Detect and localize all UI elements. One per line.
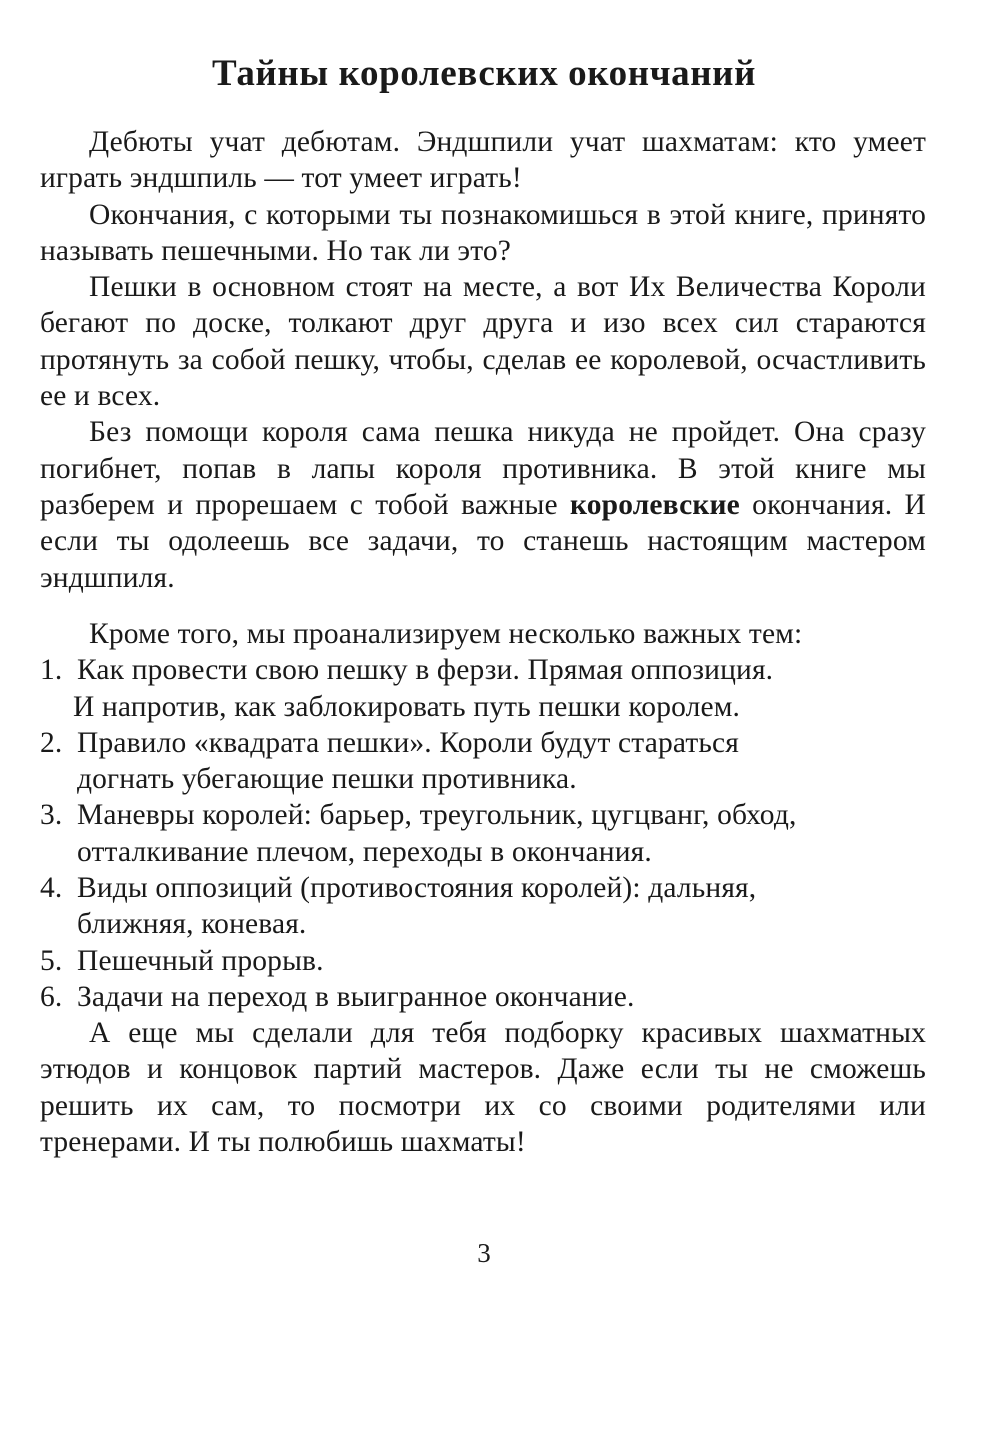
intro-paragraph-1: Дебюты учат дебютам. Эндшпили учат шахматам: кто умеет играть эндшпиль — тот умеет играть! — [40, 126, 926, 195]
list-item-number: 6. — [40, 980, 63, 1013]
intro-paragraph-4 — [40, 414, 926, 595]
topics-list — [40, 652, 926, 1015]
list-item — [40, 979, 926, 1015]
list-item-number: 3. — [40, 799, 63, 832]
bold-term: королевские — [570, 488, 740, 521]
list-item — [40, 652, 926, 725]
list-item-text: Маневры королей: барьер, треугольник, цугцванг, обход, отталкивание плечом, переходы в окончания. — [77, 799, 797, 868]
closing-section — [40, 1015, 926, 1160]
list-item-text: Правило «квадрата пешки». Короли будут стараться догнать убегающие пешки противника. — [77, 726, 739, 796]
intro-paragraph-3: Пешки в основном стоят на месте, а вот Их Величества Короли бегают по доске, толкают друг друга и изо всех сил стараются протянуть за собой пешку, чтобы, сделав ее королевой, осчастливить ее и всех. — [40, 271, 926, 413]
page-number: 3 — [477, 1238, 491, 1268]
closing-paragraph: А еще мы сделали для тебя подборку красивых шахматных этюдов и концовок партий мастеров. Даже если ты не сможешь решить их сам, то посмотри их со своими родителями или тренерами. И ты полюбишь шахматы! — [40, 1017, 926, 1158]
list-item-number: 4. — [40, 872, 63, 905]
list-item — [40, 797, 926, 870]
topics-lead: Кроме того, мы проанализируем несколько важных тем: — [89, 618, 803, 650]
page-title: Тайны королевских окончаний — [211, 53, 757, 94]
list-item-line: Как провести свою пешку в ферзи. Прямая оппозиция. — [77, 654, 774, 687]
topics-section — [40, 616, 926, 1015]
list-item-text — [75, 652, 926, 725]
intro-paragraph-4-end: окончания. И если ты одолеешь все задачи, то станешь настоящим мастером эндшпиля. — [40, 488, 926, 594]
list-item-number: 1. — [40, 654, 63, 687]
intro-section — [40, 124, 926, 596]
list-item — [40, 943, 926, 979]
list-item-text: Виды оппозиций (противостояния королей): дальняя, ближняя, коневая. — [77, 872, 757, 941]
list-item-text: Задачи на переход в выигранное окончание. — [77, 980, 635, 1013]
intro-paragraph-4-start: Без помощи короля сама пешка никуда не пройдет. Она сразу погибнет, попав в лапы короля противника. В этой книге мы разберем и прорешаем с тобой важные — [40, 416, 926, 521]
intro-paragraph-2: Окончания, с которыми ты познакомишься в этой книге, принято называть пешечными. Но так ли это? — [40, 198, 926, 267]
list-item-number: 2. — [40, 726, 63, 759]
list-item — [40, 725, 926, 798]
list-item-text: Пешечный прорыв. — [77, 944, 324, 977]
list-item-number: 5. — [40, 944, 63, 977]
list-item-subline: И напротив, как заблокировать путь пешки королем. — [73, 690, 741, 723]
list-item — [40, 870, 926, 943]
